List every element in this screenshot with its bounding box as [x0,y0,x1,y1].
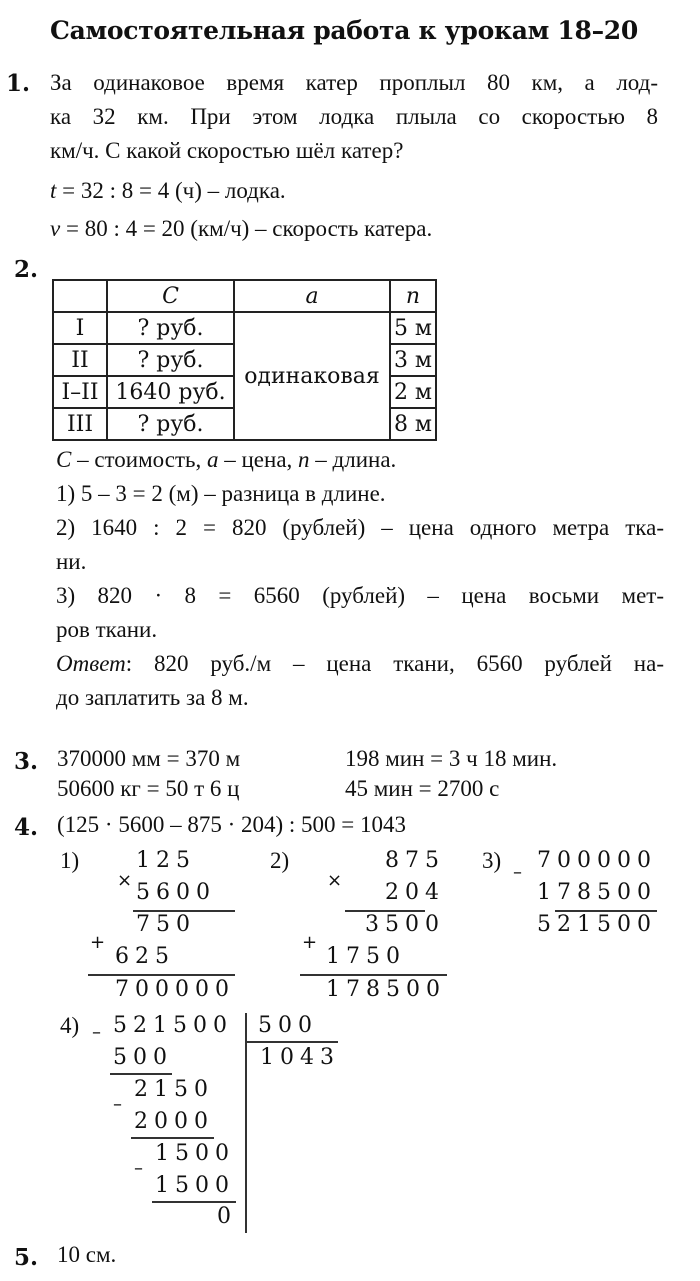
row-length: 3 м [390,344,436,376]
divisor-line [246,1041,338,1043]
task1-line-3: км/ч. С какой скоростью шёл катер? [50,138,404,163]
table-header-row [53,280,436,312]
table-header-c: C [162,283,179,309]
step4-underline-1 [110,1073,172,1075]
step1-line-2 [88,974,235,976]
task2-answer-cont: до заплатить за 8 м. [56,685,249,710]
step1-b: 5600 [136,880,216,905]
task4-number: 4. [14,814,39,841]
answer-text-1: : 820 руб./м – цена ткани, 6560 рублей на- [125,651,664,676]
task2-step-2-cont: ни. [56,549,87,574]
task2-table [52,279,437,441]
solution-1-expr: = 32 : 8 = 4 (ч) – лодка. [56,178,286,203]
conversion-2-1: 50600 кг = 50 т 6 ц [57,776,240,801]
answer-label: Ответ [56,651,126,676]
row-length: 5 м [390,312,436,344]
page-title: Самостоятельная работа к урокам 18–20 [50,16,638,45]
minus-icon: – [113,1094,122,1115]
task2-step-2: 2) 1640 : 2 = 820 (рублей) – цена одного метра тка- [56,515,664,540]
multiply-icon: × [117,870,133,891]
step2-p1: 3500 [365,912,445,937]
conversion-2-2: 45 мин = 2700 с [345,776,500,801]
conversion-1-1: 370000 мм = 370 м [57,746,241,771]
row-length: 2 м [390,376,436,408]
step2-result: 178500 [326,977,446,1002]
step1-a: 125 [136,848,196,873]
row-cost: ? руб. [107,408,234,440]
division-bar [245,1013,247,1233]
step4-line-5: 1500 [155,1173,235,1198]
conversion-1-2: 198 мин = 3 ч 18 мин. [345,746,558,771]
task1-solution-1 [50,174,658,208]
task2-step-1: 1) 5 – 3 = 2 (м) – разница в длине. [56,481,386,506]
step2-a: 875 [385,848,445,873]
task5-number: 5. [14,1244,39,1271]
row-length: 8 м [390,408,436,440]
step3-label: 3) [482,848,502,873]
task4-expression: (125 · 5600 – 875 · 204) : 500 = 1043 [57,812,406,837]
table-header-n: n [405,283,421,309]
task1-text [50,66,658,246]
step2-p2: 1750 [326,944,406,969]
task1-line-2: ка 32 км. При этом лодка плыла со скоростью 8 [50,104,658,129]
table-row [53,312,436,344]
step4-line-1: 500 [113,1045,173,1070]
row-cost: 1640 руб. [107,376,234,408]
task3-number: 3. [14,748,39,775]
task2-answer [56,647,664,681]
legend-n: n [298,447,310,472]
task2-legend [56,443,664,477]
step1-p2: 625 [115,944,175,969]
var-v: v [50,216,61,241]
step2-b: 204 [385,880,445,905]
minus-icon: – [513,862,522,883]
task2-body [56,443,664,715]
price-merged-cell: одинаковая [234,312,390,440]
step2-line-2 [300,974,447,976]
plus-icon: + [302,932,318,953]
step4-dividend: 521500 [113,1013,233,1038]
task1-solution-2 [50,212,658,246]
step4-underline-2 [131,1137,214,1139]
legend-c-text: – стоимость, [71,447,207,472]
step4-line-3: 2000 [134,1109,214,1134]
minus-icon: – [92,1022,101,1043]
row-cost: ? руб. [107,344,234,376]
legend-c: C [56,447,72,472]
legend-n-text: – длина. [309,447,397,472]
step4-line-2: 2150 [134,1077,214,1102]
step4-remainder: 0 [217,1204,237,1229]
step1-p1: 750 [136,912,196,937]
plus-icon: + [90,932,106,953]
step1-result: 700000 [115,977,235,1002]
var-t: t [50,178,57,203]
minus-icon: – [134,1158,143,1179]
task2-number: 2. [14,256,39,283]
step3-b: 178500 [537,880,657,905]
task5-answer: 10 см. [57,1242,117,1267]
task2-step-3: 3) 820 · 8 = 6560 (рублей) – цена восьми мет- [56,583,664,608]
row-label: II [53,344,107,376]
step3-a: 700000 [537,848,657,873]
step4-line-4: 1500 [155,1141,235,1166]
task1-line-1: За одинаковое время катер проплыл 80 км, а лод- [50,70,658,95]
task1-number: 1. [6,70,31,97]
legend-a: a [207,447,219,472]
row-label: I [53,312,107,344]
row-cost: ? руб. [107,312,234,344]
step1-label: 1) [60,848,80,873]
step4-label: 4) [60,1013,80,1038]
step4-divisor: 500 [258,1013,318,1038]
table-header-a: a [305,283,319,309]
task2-step-3-cont: ров ткани. [56,617,158,642]
step2-label: 2) [270,848,290,873]
step4-quotient: 1043 [260,1045,340,1070]
row-label: III [53,408,107,440]
legend-a-text: – цена, [218,447,299,472]
row-label: I–II [53,376,107,408]
step3-result: 521500 [537,912,657,937]
multiply-icon: × [327,870,343,891]
step4-underline-3 [152,1201,236,1203]
table-header-empty [53,280,107,312]
solution-2-expr: = 80 : 4 = 20 (км/ч) – скорость катера. [60,216,433,241]
